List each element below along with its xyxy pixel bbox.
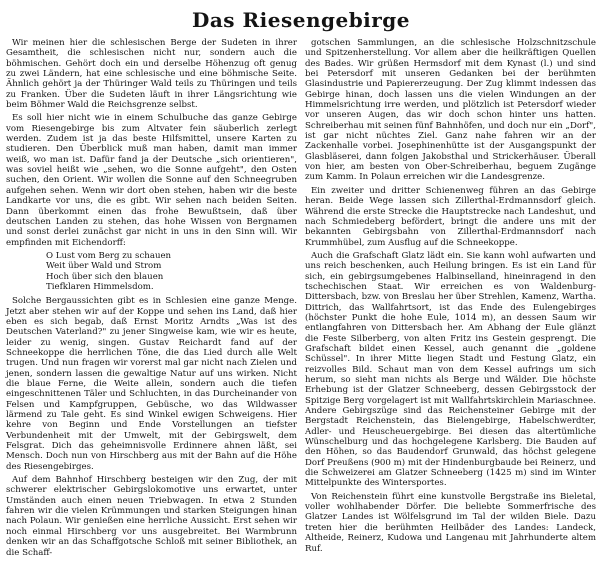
poem-line: Hoch über sich den blauen (46, 271, 164, 282)
poem-quote (46, 251, 297, 292)
paragraph: Solche Bergaussichten gibt es in Schlesien eine ganze Menge. Jetzt aber stehen wir auf der Koppe und sehen ins Land, daß hier eben es sich begab, daß Ernst Moritz Arndts „Was ist des Deutschen Vaterland?" zu jener Singweise kam, wie wir es heute, leider zu wenig, singen. Gustav Reichardt fand auf der Schneekoppe die herrlichen Töne, die das Lied durch alle Welt trugen. Und nun fragen wir vorerst mal gar nicht nach Zielen und jenen, sondern lassen die gewaltige Natur auf uns wirken. Nicht die blaue Ferne, die Weite allein, sondern auch die tiefen eingeschnittenen Täler und Schluchten, in das Durcheinander von Felsen und Kampfgruppen, Gebüsche, wo das Wildwasser lärmend zu Tale geht. Es sind Winkel ewigen Schweigens. Hier kehre von Beginn und Ende Vorstellungen an tiefster Verbundenheit mit der Umwelt, mit der Gebirgswelt, dem Felsgrat. Dich das geheimnisvolle Erdinnere ahnen läßt, sei Mensch. Doch nun von Hirschberg aus mit der Bahn auf die Höhe des Riesengebirges. (6, 296, 297, 472)
paragraph: Ein zweiter und dritter Schienenweg führen an das Gebirge heran. Beide Wege lassen sich Zillerthal-Erdmannsdorf gleich. Während die erste Strecke die Hauptstrecke nach Landeshut, und nach Schmiedeberg befördert, bringt die andere uns mit der bekannten Gebirgsbahn von Zillerthal-Erdmannsdorf nach Krummhübel, zum Ausflug auf die Schneekoppe. (305, 185, 596, 248)
left-column (6, 38, 297, 561)
right-column (305, 38, 596, 561)
page-title: Das Riesengebirge (191, 8, 411, 32)
paragraph: Wir meinen hier die schlesischen Berge der Sudeten in ihrer Gesamtheit, die schlesischen nicht nur, sondern auch die böhmischen. Gehört doch ein und derselbe Höhenzug oft genug zu zwei Ländern, hat eine schlesische und eine böhmische Seite. Ähnlich gehört ja der Thüringer Wald teils zu Thüringen und teils zu Franken. Über die Sudeten läuft in ihrer Längsrichtung wie beim Böhmer Wald die Reichsgrenze selbst. (6, 38, 297, 111)
text-columns (6, 38, 596, 561)
paragraph: gotschen Sammlungen, an die schlesische Holzschnitzschule und Spitzenherstellung. Vor allem aber die heilkräftigen Quellen des Bades. Wir grüßen Hermsdorf mit dem Kynast (l.) und sind bei Petersdorf mit unseren Gedanken bei der berühmten Glasindustrie und Papiererzeugung. Der Zug klimmt indessen das Gebirge hinan, doch lassen uns die vielen Windungen an der Himmelsrichtung irre werden, und plötzlich ist Petersdorf wieder vor unseren Augen, das wir doch schon hinter uns hatten. Schreiberhau mit seinen fünf Bahnhöfen, und doch nur ein „Dorf", ist gar nicht nüchtes Ziel. Ganz nahe fahren wir an der Zackenhalle vorbei. Josephinenhütte ist der Ausgangspunkt der Glasbläserei, dann folgen Jakobsthal und Strickerhäuser. Überall von hier, am besten von Ober-Schreiberhau, beguem Zugänge zum Kamm. In Polaun erreichen wir die Landesgrenze. (305, 38, 596, 183)
paragraph: Von Reichenstein führt eine kunstvolle Bergstraße ins Bieletal, voller wohlhabender Dörfer. Die beliebte Sommerfrische des Glatzer Landes ist Wölfelsgrund im Tal der wilden Biele. Dazu treten hier die berühmten Heilbäder des Landes: Landeck, Altheide, Reinerz, Kudowa und Langenau mit Jahrhunderte altem Ruf. (305, 491, 596, 554)
poem-line: Weit über Wald und Strom (46, 261, 162, 272)
paragraph: Auf dem Bahnhof Hirschberg besteigen wir den Zug, der mit schwerer elektrischer Gebirgslokomotive uns erwartet, unter Umständen auch einen neuen Triebwagen. In etwa 2 Stunden fahren wir die vielen Krümmungen und starken Steigungen hinan nach Polaun. Wir genießen eine herrliche Aussicht. Erst sehen wir noch einmal Hirschberg vor uns ausgebreitet. Bei Warmbrunn denken wir an das Schaffgotsche Schloß mit seiner Bibliothek, an die Schaff- (6, 475, 297, 558)
poem-line: Tiefklaren Himmelsdom. (46, 281, 154, 292)
paragraph: Es soll hier nicht wie in einem Schulbuche das ganze Gebirge vom Riesengebirge bis zum Altvater fein säuberlich zerlegt werden. Zudem ist ja das beste Hilfsmittel, unsere Karten zu studieren. Den Überblick muß man haben, damit man immer weiß, wo man ist. Dafür fand ja der Deutsche „sich orientieren", was soviel heißt wie „sehen, wo die Sonne aufgeht", den Osten suchen, den Orient. Wir wollen die Sonne auf den Schneegruben aufgehen sehen. Wenn wir dort oben stehen, haben wir die beste Landkarte vor uns, die es gibt. Wir sehen nach beiden Seiten. Dann überkommt einen das frohe Bewußtsein, daß über deutschen Landen zu stehen, das hohe Wissen von Bergnamen und sonst derlei zunächst gar nicht in uns in den Sinn will. Wir empfinden mit Eichendorff: (6, 113, 297, 248)
poem-line: O Lust vom Berg zu schauen (46, 250, 172, 261)
paragraph: Auch die Grafschaft Glatz lädt ein. Sie kann wohl aufwarten und uns reich beschenken, auch Heilung bringen. Es ist ein Land für sich, ein gebirgsumgebenes Halbinselland, hineinragend in den tschechischen Staat. Wir erreichen es von Waldenburg-Dittersbach, bzw. von Breslau her über Strehlen, Kamenz, Wartha. Dittrich, das Wallfahrtsort, ist das Ende des Eulengebirges (höchster Punkt die hohe Eule, 1014 m), an dessen Saum wir entlangfahren von Dittersbach her. Am Abhang der Eule glänzt die Feste Silberberg, von alten Fritz ins Gestein gesprengt. Die Grafschaft bildet einen Kessel, auch genannt die „goldene Schüssel". In ihrer Mitte liegen Stadt und Festung Glatz, ein reizvolles Bild. Schaut man von dem Kessel aufrings um sich herum, so sieht man nichts als Berge und Wälder. Die höchste Erhebung ist der Glatzer Schneeberg, dessen Gebirgsstock der Spitzige Berg vorgelagert ist mit Wallfahrtskirchlein Mariaschnee. Andere Gebirgszüge sind das Reichensteiner Gebirge mit der Bergstadt Reichenstein, das Bielengebirge, Habelschwerdter, Adler- und Heuscheuergebirge. Bei diesen das altertümliche Wünschelburg und das hochgelegene Karlsberg. Die Bauden auf den Höhen, so das Baudendorf Grunwald, das höchst gelegene Dorf Preußens (900 m) mit der Hindenburgbaude bei Reinerz, und die Schweizerei am Glatzer Schneeberg (1425 m) sind im Winter Mittelpunkte des Wintersportes. (305, 250, 597, 489)
